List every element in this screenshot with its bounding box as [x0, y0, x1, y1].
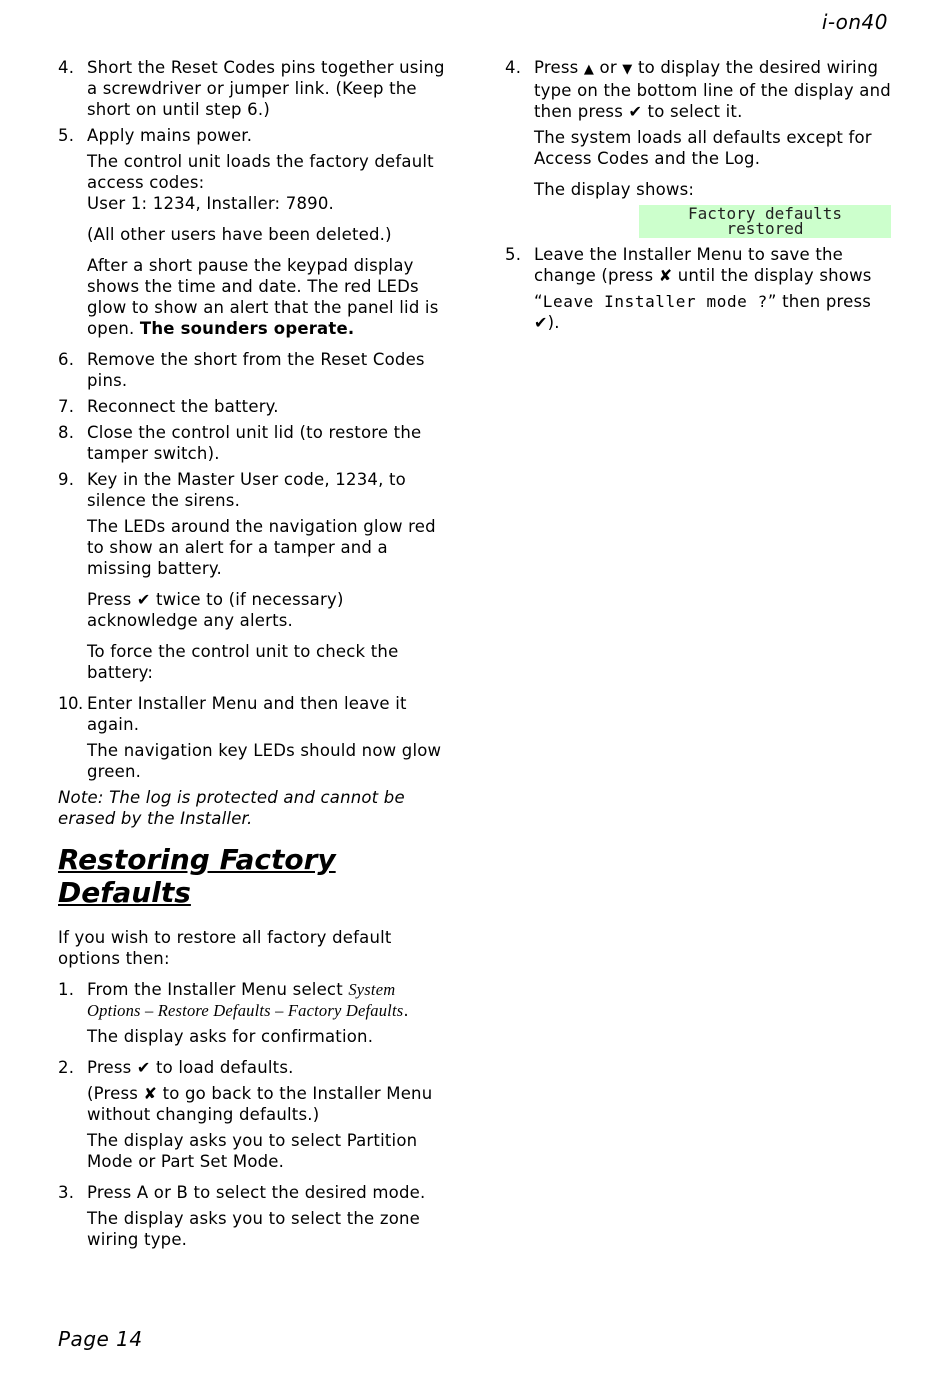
step-5-detail-access-codes: [58, 151, 450, 214]
detail-text: twice to (if necessary) acknowledge any alerts.: [87, 590, 344, 630]
restore-step-1-detail: The display asks for confirmation.: [87, 1027, 374, 1046]
detail-text: (Press: [87, 1084, 139, 1103]
restore-step-4-detail-defaults: The system loads all defaults except for Access Codes and the Log.: [534, 128, 872, 168]
check-icon: ✔: [534, 313, 548, 332]
step-text-end: .: [403, 1001, 409, 1020]
step-4-reset: [58, 57, 450, 120]
restore-step-5-detail: [505, 291, 897, 333]
step-6-reset: [58, 349, 450, 391]
step-9-reset: [58, 469, 450, 511]
step-5-reset: [58, 125, 450, 146]
step-text: or: [599, 58, 617, 77]
log-note: Note: The log is protected and cannot be erased by the Installer.: [58, 788, 405, 828]
step-number: 8.: [58, 423, 75, 442]
section-heading-restoring-defaults: Restoring Factory Defaults: [58, 843, 336, 909]
step-10-detail-leds: The navigation key LEDs should now glow green.: [87, 741, 442, 781]
step-text: to display the desired wiring type on the bottom line of the display and then press: [534, 58, 891, 121]
lcd-display: [639, 205, 891, 238]
step-text: to select it.: [647, 102, 743, 121]
step-text: Short the Reset Codes pins together using a screwdriver or jumper link. (Keep the short on until step 6.): [87, 58, 445, 119]
step-8-reset: [58, 422, 450, 464]
step-text: Key in the Master User code, 1234, to silence the sirens.: [87, 470, 406, 510]
step-9-detail-leds: The LEDs around the navigation glow red to show an alert for a tamper and a missing battery.: [87, 517, 436, 578]
lcd-line-1: Factory defaults: [687, 204, 843, 223]
quote-mark: “: [534, 292, 543, 311]
restore-step-5: [505, 244, 897, 286]
step-text: until the display shows: [677, 266, 872, 285]
step-number: 9.: [58, 470, 75, 489]
restore-step-1: [58, 979, 450, 1021]
restore-step-3-detail: The display asks you to select the zone wiring type.: [87, 1209, 420, 1249]
step-number: 5.: [505, 245, 522, 264]
step-number: 4.: [58, 58, 75, 77]
left-column: [58, 57, 450, 1260]
step-text: Reconnect the battery.: [87, 397, 279, 416]
restore-step-4: [505, 57, 897, 122]
restore-step-4-detail-display: The display shows:: [534, 180, 695, 199]
step-text: Close the control unit lid (to restore the tamper switch).: [87, 423, 422, 463]
step-9-detail-acknowledge: [58, 589, 450, 631]
cross-icon: ✘: [658, 266, 673, 285]
step-text: Press A or B to select the desired mode.: [87, 1183, 426, 1202]
restore-intro: If you wish to restore all factory default options then:: [58, 928, 392, 968]
detail-text-end: ).: [547, 313, 560, 332]
detail-text: to go back to the Installer Menu without changing defaults.): [87, 1084, 433, 1124]
step-number: 6.: [58, 350, 75, 369]
step-text: to load defaults.: [155, 1058, 294, 1077]
lcd-message-text: Leave Installer mode ?: [542, 292, 768, 311]
check-icon: ✔: [136, 590, 151, 609]
restore-step-3: [58, 1182, 450, 1203]
detail-text-codes: User 1: 1234, Installer: 7890.: [87, 194, 334, 213]
step-number: 10.: [58, 694, 83, 713]
step-text: Remove the short from the Reset Codes pins.: [87, 350, 425, 390]
document-header-product: i-on40: [821, 10, 888, 34]
step-number: 1.: [58, 980, 75, 999]
detail-text: then press: [782, 292, 872, 311]
step-text: Press: [534, 58, 579, 77]
check-icon: ✔: [628, 102, 643, 121]
restore-step-2-detail-mode: The display asks you to select Partition Mode or Part Set Mode.: [87, 1131, 418, 1171]
right-column: [505, 57, 897, 343]
step-number: 5.: [58, 126, 75, 145]
up-arrow-icon: ▲: [583, 62, 595, 77]
step-text: Apply mains power.: [87, 126, 253, 145]
detail-bold-text: The sounders operate.: [139, 319, 355, 338]
step-5-detail-keypad-display: [58, 255, 450, 339]
step-number: 7.: [58, 397, 75, 416]
step-text: From the Installer Menu select: [87, 980, 343, 999]
step-text: Enter Installer Menu and then leave it again.: [87, 694, 407, 734]
step-number: 3.: [58, 1183, 75, 1202]
detail-text: After a short pause the keypad display shows the time and date. The red LEDs glow to show an alert that the panel lid is open.: [87, 256, 439, 338]
check-icon: ✔: [136, 1058, 151, 1077]
quote-mark: ”: [767, 292, 777, 311]
step-7-reset: [58, 396, 450, 417]
restore-step-2: [58, 1057, 450, 1078]
step-9-detail-battery-check: To force the control unit to check the battery:: [87, 642, 399, 682]
cross-icon: ✘: [143, 1084, 158, 1103]
step-10-reset: [58, 693, 450, 735]
detail-text: The control unit loads the factory default access codes:: [87, 152, 434, 192]
lcd-line-2: restored: [726, 219, 804, 238]
step-5-detail-users-deleted: (All other users have been deleted.): [87, 225, 392, 244]
page-number: Page 14: [58, 1327, 143, 1351]
down-arrow-icon: ▼: [622, 62, 633, 77]
menu-path: System Options – Restore Defaults – Factory Defaults: [87, 980, 404, 1020]
step-text: Press: [87, 1058, 132, 1077]
step-number: 4.: [505, 58, 522, 77]
step-number: 2.: [58, 1058, 75, 1077]
step-text: Leave the Installer Menu to save the change (press: [534, 245, 844, 285]
restore-step-2-detail-cancel: [58, 1083, 450, 1125]
detail-text: Press: [87, 590, 132, 609]
